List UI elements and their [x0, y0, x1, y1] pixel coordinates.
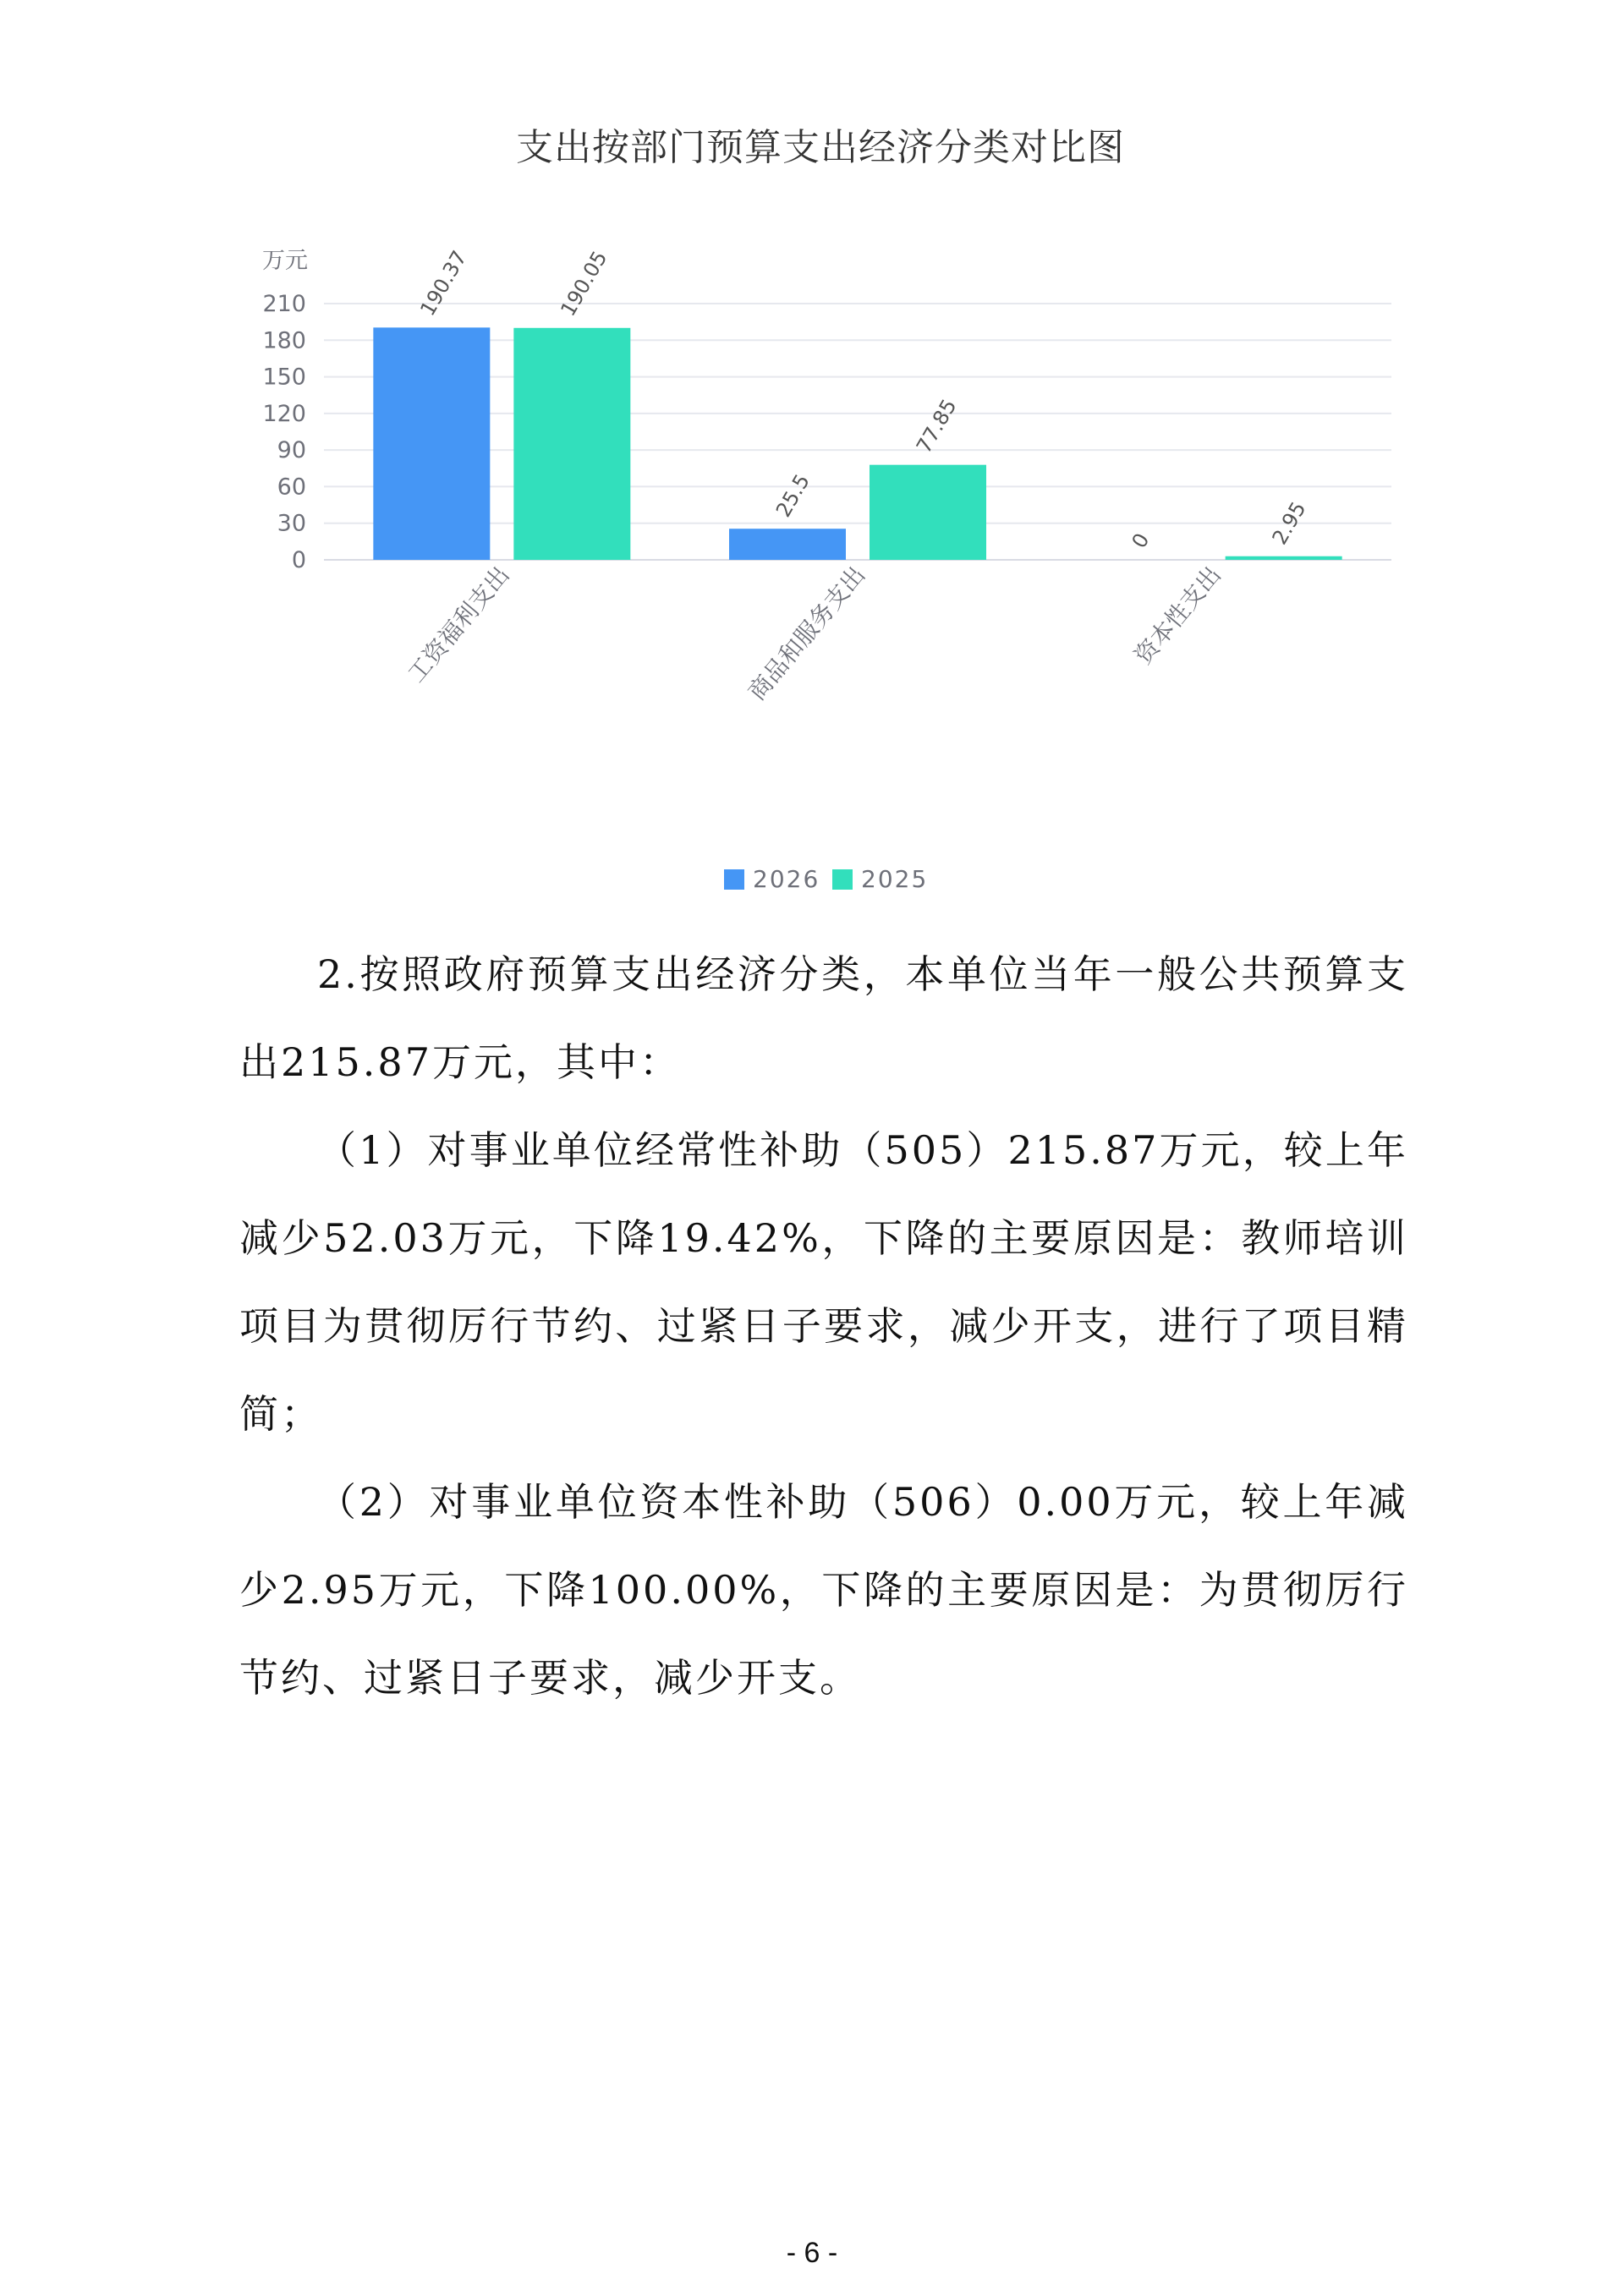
- bar-value-label: 190.37: [415, 246, 472, 321]
- bar-value-label: 0: [1127, 529, 1155, 552]
- x-category-label: 工资福利支出: [402, 561, 515, 688]
- y-tick-label: 90: [277, 437, 306, 464]
- x-category-label: 商品和服务支出: [743, 561, 871, 706]
- y-tick-label: 210: [262, 291, 306, 317]
- bar-2025: [1226, 556, 1342, 560]
- y-tick-label: 30: [277, 510, 306, 537]
- bar-value-label: 2.95: [1267, 497, 1311, 549]
- bar-value-label: 25.5: [771, 469, 815, 522]
- bar-2026: [729, 529, 846, 560]
- y-tick-label: 180: [262, 327, 306, 354]
- y-tick-label: 0: [291, 547, 306, 573]
- bar-chart: [0, 0, 1624, 913]
- page-number: - 6 -: [786, 2237, 838, 2269]
- bar-2025: [513, 328, 630, 560]
- y-tick-label: 120: [262, 400, 306, 427]
- legend-swatch: [832, 869, 853, 890]
- legend-swatch: [724, 869, 744, 890]
- paragraph-item-1: （1）对事业单位经常性补助（505）215.87万元，较上年减少52.03万元，下降19.42%，下降的主要原因是：教师培训项目为贯彻厉行节约、过紧日子要求，减少开支，进行了项目精简；: [239, 1127, 1408, 1437]
- chart-title: 支出按部门预算支出经济分类对比图: [516, 126, 1125, 169]
- paragraph-intro: 2.按照政府预算支出经济分类，本单位当年一般公共预算支出215.87万元，其中：: [239, 951, 1408, 1085]
- y-tick-label: 150: [262, 364, 306, 391]
- y-tick-label: 60: [277, 474, 306, 501]
- bar-2025: [870, 465, 986, 560]
- legend-label: 2025: [861, 865, 929, 893]
- legend-label: 2026: [753, 865, 820, 893]
- x-category-label: 资本性支出: [1128, 561, 1227, 670]
- bar-value-label: 190.05: [556, 247, 612, 321]
- bar-2026: [373, 327, 490, 560]
- bar-value-label: 77.85: [911, 395, 962, 458]
- paragraph-item-2: （2）对事业单位资本性补助（506）0.00万元，较上年减少2.95万元，下降100.00%，下降的主要原因是：为贯彻厉行节约、过紧日子要求，减少开支。: [239, 1479, 1408, 1701]
- y-axis-unit-label: 万元: [262, 248, 308, 274]
